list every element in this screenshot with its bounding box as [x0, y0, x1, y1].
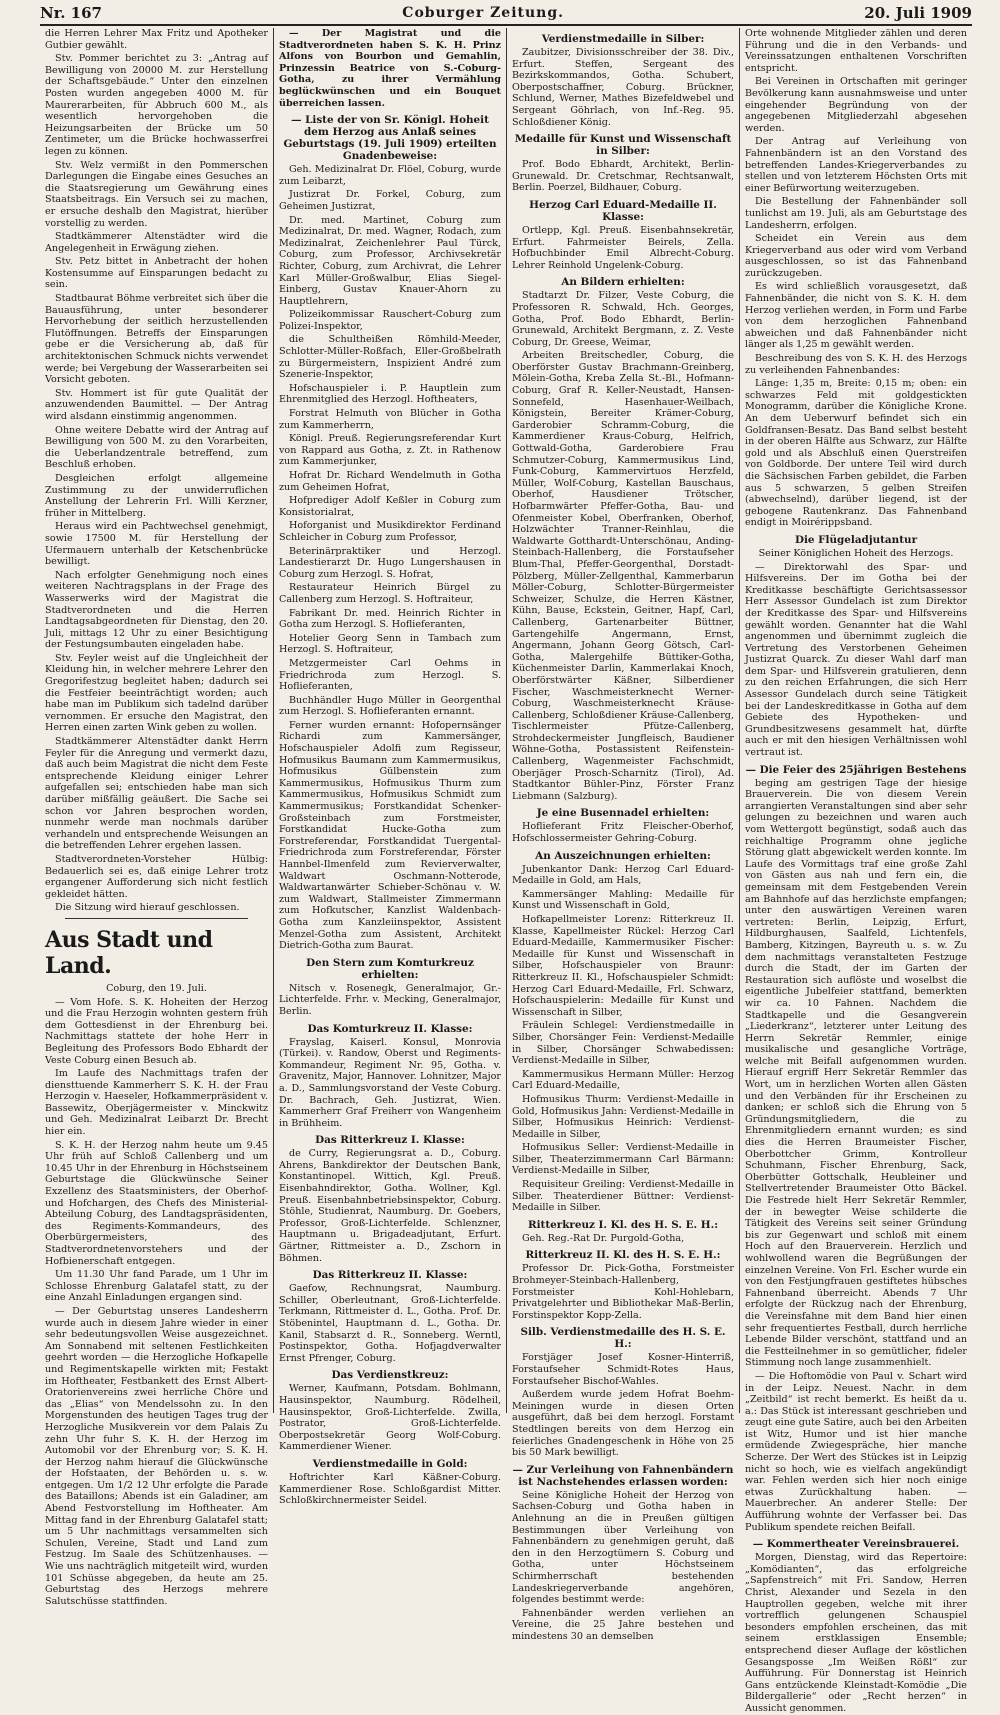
- paragraph: Stadtkämmerer Altenstädter wird die Angelegenheit in Erwägung ziehen.: [45, 231, 268, 254]
- paragraph: Nitsch v. Rosenegk, Generalmajor, Gr.-Lichterfelde. Frhr. v. Mecking, Generalmajor, Berlin.: [279, 982, 501, 1017]
- paragraph: Dr. med. Martinet, Coburg zum Medizinalrat, Dr. med. Wagner, Rodach, zum Medizinalrat, Zeichenlehrer Paul Türck, Coburg, zum Professor, Archivsekretär Richter, Coburg, zum Archivrat, die Lehrer Karl Müller-Großwalbur, Elias Siegel-Einberg, Gustav Knauer-Ahorn zu Hauptlehrern,: [279, 214, 501, 307]
- paragraph: Werner, Kaufmann, Potsdam. Bohlmann, Hausinspektor, Naumburg. Rödelheil, Hausinspektor, Groß-Lichterfelde. Zwilla, Postrator, Groß-Lichterfelde. Oberpostsekretär Georg Wolf-Coburg. Kammerdiener Wiener.: [279, 1383, 501, 1453]
- paragraph: Justizrat Dr. Forkel, Coburg, zum Geheimen Justizrat,: [279, 189, 501, 212]
- paragraph: Hofkapellmeister Lorenz: Ritterkreuz II. Klasse, Kapellmeister Rückel: Herzog Carl Eduard-Medaille, Kammermusiker Fischer: Medaille für Kunst und Wissenschaft in Silber, Hofschauspieler von Braunr: Ritterkreuz II. Kl., Hofschauspieler Schmidt: Herzog Carl Eduard-Medaille, Frl. Schwarz, Hofschauspielerin: Medaille für Kunst und Wissenschaft in Silber,: [512, 914, 734, 1018]
- paragraph: Bei Vereinen in Ortschaften mit geringer Bevölkerung kann ausnahmsweise und unter eingehender Begründung von der angegebenen Mitgliederzahl abgesehen werden.: [745, 76, 967, 134]
- paragraph: — Der Magistrat und die Stadtverordneten haben S. K. H. Prinz Alfons von Bourbon und Gemahlin, Prinzessin Beatrice von S.-Coburg-Gotha, zu ihrer Vermählung beglückwünschen und ein Bouquet überreichen lassen.: [279, 28, 501, 109]
- paragraph: Fahnenbänder werden verliehen an Vereine, die 25 Jahre bestehen und mindestens 30 an demselben: [512, 1607, 734, 1642]
- paragraph: Ortlepp, Kgl. Preuß. Eisenbahnsekretär, Erfurt. Fahrmeister Beirels, Zella. Hofbuchbinder Emil Albrecht-Coburg. Lehrer Reinhold Ungelenk-Coburg.: [512, 224, 734, 271]
- list-heading: — Liste der von Sr. Königl. Hoheit dem Herzog aus Anlaß seines Geburtstags (19. Juli 1909) erteilten Gnadenbeweise:: [283, 114, 497, 163]
- paragraph: Arbeiten Breitschedler, Coburg, die Oberförster Gustav Brachmann-Greinberg, Mölein-Gotha, Kreba Zella St.-Bl., Hofmann-Coburg, Graf R. Keller-Neustadt, Hansen-Sonnefeld, Hasenhauer-Weilbach, Königstein, Bereiter Krämer-Coburg, Garderobier Schramm-Coburg, die Kammerdiener Kraus-Coburg, Helfrich, Gottwald-Gotha, Garderobiere Frau Schmutzer-Coburg, Kammermusikus Lind, Funk-Coburg, Kammervirtuos Herzfeld, Müller, Wolf-Coburg, Kastellan Bauschaus, Oberhof, Hausdiener Trötscher, Hofbarmwärter Pfeffer-Gotha, Bau- und Ofenmeister Kobel, Oberfranken, Oberhof, Holzwächter Tranner-Reinhlau, die Waldwarte Gotthardt-Unterschönau, Anding-Steinbach-Hallenberg, die Forstaufseher Blum-Thal, Pfeffer-Georgenthal, Dorstadt-Pölzberg, Müller-Zellgenthal, Kammerbarun Möller-Coburg, Schlotter-Bürgermeister Schweizer, Schulze, die Herren Kästner, Kühn, Bause, Eckstein, Geitner, Hapf, Carl, Callenberg, Gartenarbeiter Büttner, Gartengehilfe Angermann, Ernst, Angermann, Johann Georg Götsch, Carl-Gotha, Malergehilfe Büttiker-Gotha, Küchenmeister Darlin, Kammerlakai Knoch, Oberförstwärter Käßner, Silberdiener Fischer, Waschmeisterknecht Werner-Coburg, Waschmeisterknecht Kräuse-Callenberg, Schloßdiener Kräuse-Callenberg, Tischlermeister Pfütze-Callenberg, Strohdeckermeister Jungfleisch, Baudiener Wöhne-Gotha, Postassistent Reifenstein-Callenberg, Wagenmeister Fachschmidt, Oberjäger Prosch-Scharnitz (Tirol), Ad. Stadtkantor Bühler-Pinz, Förster Franz Liebmann (Salzburg).: [512, 350, 734, 802]
- subheading: Silb. Verdienstmedaille des H. S. E. H.:: [520, 1326, 726, 1351]
- paragraph: Länge: 1,35 m, Breite: 0,15 m; oben: ein schwarzes Feld mit goldgestickten Monogramm, darüber die Königliche Krone. An dem Ueberwurf befindet sich ein Goldfransen-Besatz. Das Band selbst besteht in der oberen Hälfte aus Schwarz, zur Hälfte gold und als Abschluß einen Querstreifen von Goldborde. Der untere Teil wird durch die Sächsischen Farben gebildet, die Farben aus 5 schwarzen, 5 gelben Streifen (abwechselnd), darüber liegend, ist der gebogene Rautenkranz. Das Fahnenband endigt in Moirérippsband.: [745, 378, 967, 529]
- paragraph: Buchhändler Hugo Müller in Georgenthal zum Herzogl. S. Hoflieferanten ernannt.: [279, 694, 501, 718]
- subheading: An Auszeichnungen erhielten:: [535, 849, 711, 862]
- subheading: Das Verdienstkreuz:: [331, 1369, 449, 1382]
- paragraph: Kammermusikus Hermann Müller: Herzog Carl Eduard-Medaille,: [512, 1068, 734, 1092]
- paragraph: Hoftrichter Karl Käßner-Coburg. Kammerdiener Rose. Schloßgardist Mitter. Schloßkirchnermeister Seidel.: [279, 1471, 501, 1507]
- paragraph: Stv. Welz vermißt in den Pommerschen Darlegungen die Eingabe eines Gesuches an die Staatsregierung um Gewährung eines Staatsbeitrags. Ein Versuch sei zu machen, er ersuche deshalb den Magistrat, hierüber vorstellig zu werden.: [45, 159, 268, 229]
- columns: [40, 28, 972, 1714]
- paragraph: Gaefow, Rechnungsrat, Naumburg. Schiller, Oberleutnant, Groß-Lichterfelde. Terkmann, Rittmeister d. L., Gotha. Prof. Dr. Stöbenintel, Hauptmann d. L., Gotha. Dr. Kanil, Stabsarzt d. R., Sonneberg. Werntl, Postinspektor, Gotha. Hofjagdverwalter Ernst Pfrenger, Coburg.: [279, 1283, 501, 1364]
- paragraph: — Vom Hofe. S. K. Hoheiten der Herzog und die Frau Herzogin wohnten gestern früh dem Gottesdienst in der Ehrenburg bei. Nachmittags stattete der hohe Herr in Begleitung des Professors Bodo Ebhardt der Veste Coburg einen Besuch ab.: [45, 996, 268, 1066]
- paragraph: Um 11.30 Uhr fand Parade, um 1 Uhr im Schlosse Ehrenburg Galatafel statt, zu der eine Anzahl Einladungen ergangen sind.: [45, 1269, 268, 1304]
- paragraph: Prof. Bodo Ebhardt, Architekt, Berlin-Grunewald. Dr. Cretschmar, Rechtsanwalt, Berlin. Poerzel, Bildhauer, Coburg.: [512, 159, 734, 194]
- paragraph: Morgen, Dienstag, wird das Repertoire: „Komödianten“, das erfolgreiche „Sapfenstreich“ mit Fri. Sandow, Herren Christ, Alexander und Sezela in den Hauptrollen gegeben, welche mit ihrer vortrefflich gelungenen Schauspiel besonders empfohlen erscheinen, das mit seinem erstklassigen Ensemble; entsprechend dieser Auflage der köstlichen Gesangsposse „Im Weißen Rößl“ zur Aufführung. Für Donnerstag ist Heinrich Gans entzückende Kleinstadt-Komödie „Die Bildergallerie“ oder „Recht herzen“ in Aussicht genommen.: [745, 1552, 967, 1714]
- paragraph: Fabrikant Dr. med. Heinrich Richter in Gotha zum Herzogl. S. Hoflieferanten,: [279, 607, 501, 631]
- paragraph: Die Bestellung der Fahnenbänder soll tunlichst am 19. Juli, als am Geburtstage des Landesherrn, erfolgen.: [745, 196, 967, 231]
- column-3: [506, 28, 739, 1642]
- paragraph: Stv. Hommert ist für gute Qualität der anzuwendenden Baumittel. — Der Antrag wird alsdann einstimmig angenommen.: [45, 387, 268, 422]
- paragraph: Frayslag, Kaiserl. Konsul, Monrovia (Türkei). v. Randow, Oberst und Regiments-Kommandeur, Regiment Nr. 95, Gotha. v. Gravenitz, Major, Hannover. Lohnitzer, Major a. D., Sammlungsvorstand der Veste Coburg. Dr. Bachrach, Geh. Justizrat, Wien. Kammerherr Graf Freiherr von Wangenheim in Brühheim.: [279, 1036, 501, 1129]
- paragraph: Stadtverordneten-Vorsteher Hülbig: Bedauerlich sei es, daß einige Lehrer trotz ergangener Aufforderung sich nicht festlich gekleidet hätten.: [45, 853, 268, 900]
- newspaper-title: Coburger Zeitung.: [402, 5, 564, 21]
- subheading: Verdienstmedaille in Gold:: [312, 1457, 468, 1470]
- subheading: Verdienstmedaille in Silber:: [541, 33, 705, 45]
- paragraph: — Die Hoftomödie von Paul v. Schart wird in der Leipz. Neuest. Nachr. in dem „Zeitbild“ ist recht bemerkt. Es heißt da u. a.: Das Stück ist interessant geschrieben und zeugt eine gute Satire, auch bei den Arbeiten ist Witz, Humor und ist hier manche ermüdende Zwiegespräche, hier manche Scherze. Der Wert des Stückes ist in Leipzig nicht so hoch, wie es vielfach angekündigt war. Fehlen werden sich hier noch einige etwas Zurückhaltung haben. — Mauerbrecher. An anderer Stelle: Der Aufführung wohnte der Verfasser bei. Das Publikum spendete reichen Beifall.: [745, 1370, 967, 1533]
- paragraph: Nach erfolgter Genehmigung noch eines weiteren Nachtragsplans in der Frage des Wasserwerks wird der Magistrat die Stadtverordneten und die Herren Landtagsabgeordneten für Dienstag, den 20. Juli, mittags 12 Uhr zu einer Besichtigung der Festungsumbauten eingeladen habe.: [45, 569, 268, 651]
- subheading: Den Stern zum Komturkreuz erhielten:: [306, 956, 474, 981]
- paragraph: Forstrat Helmuth von Blücher in Gotha zum Kammerherrn,: [279, 408, 501, 431]
- subheading: Ritterkreuz II. Kl. des H. S. E. H.:: [525, 1249, 721, 1262]
- subheading: Das Ritterkreuz I. Klasse:: [315, 1134, 465, 1147]
- subheading: Je eine Busennadel erhielten:: [536, 807, 710, 820]
- subheading: — Zur Verleihung von Fahnenbändern ist Nachstehendes erlassen worden:: [512, 1463, 734, 1488]
- paragraph: Fräulein Schlegel: Verdienstmedaille in Silber, Chorsänger Fein: Verdienst-Medaille in Silber, Chorsänger Schwabedissen: Verdienst-Medaille in Silber,: [512, 1020, 734, 1067]
- paragraph: Hofmusikus Thurm: Verdienst-Medaille in Gold, Hofmusikus Jahn: Verdienst-Medaille in Silber, Hofmusikus Heinrich: Verdienst-Medaille in Silber,: [512, 1093, 734, 1140]
- issue-number: Nr. 167: [40, 4, 102, 22]
- paragraph: Forstjäger Josef Kosner-Hinterriß, Forstaufseher Schmidt-Rotes Haus, Forstaufseher Bischof-Wahles.: [512, 1352, 734, 1387]
- paragraph: Stadtkämmerer Altenstädter dankt Herrn Feyler für die Anregung und vermerkt dazu, daß auch beim Magistrat die nicht dem Feste entsprechende Kleidung einiger Lehrer aufgefallen sei; entschieden habe man sich darüber mißfällig geäußert. Die Sache sei schon vor Jahren besprochen worden, nunmehr werde man nochmals darüber verhandeln und entsprechende Weisungen an die betreffenden Lehrer ergehen lassen.: [45, 736, 268, 852]
- subheading: Ritterkreuz I. Kl. des H. S. E. H.:: [527, 1218, 719, 1231]
- paragraph: Stv. Petz bittet in Anbetracht der hohen Kostensumme auf Einsparungen bedacht zu sein.: [45, 256, 268, 291]
- column-4: [739, 28, 972, 1714]
- paragraph: de Curry, Regierungsrat a. D., Coburg. Ahrens, Bankdirektor der Deutschen Bank, Konstantinopel. Wittich, Kgl. Preuß. Eisenbahndirektor, Gotha. Wollner, Kgl. Preuß. Eisenbahnbetriebsinspektor, Coburg. Stöhle, Studienrat, Naumburg. Dr. Goebers, Professor, Groß-Lichterfelde. Schlenzner, Hauptmann u. Brigadeadjutant, Erfurt. Gärtner, Rittmeister a. D., Zschorn in Böhmen.: [279, 1148, 501, 1264]
- paragraph: S. K. H. der Herzog nahm heute um 9.45 Uhr früh auf Schloß Callenberg und um 10.45 Uhr in der Ehrenburg in Höchstseinem Geburtstage die Glückwünsche Seiner Exzellenz des Staatsministers, der Oberhof- und Hofchargen, des Chefs des Ministerial-Abteilung Coburg, des Landtagspräsidenten, des Regiments-Kommandeurs, des Oberbürgermeisters, des Stadtverordnetenvorstehers und der Hofbienerschaft entgegen.: [45, 1139, 268, 1267]
- paragraph: Die Sitzung wird hierauf geschlossen.: [55, 902, 240, 914]
- paragraph: Seiner Königlichen Hoheit des Herzogs.: [758, 547, 954, 559]
- dateline: Coburg, den 19. Juli.: [106, 982, 207, 994]
- paragraph: Ferner wurden ernannt: Hofopernsänger Richardi zum Kammersänger, Hofschauspieler Adolfi zum Regisseur, Hofmusikus Baumann zum Kammermusikus, Hofmusikus Gülbenstein zum Kammermusikus, Hofmusikus Thurm zum Kammermusikus, Hofmusikus Schmidt zum Kammermusikus; Forstkandidat Schenker-Großsteinbach zum Forstmeister, Forstkandidat Hucke-Gotha zum Forstreferendar, Forstkandidat Tuergental-Friedrichroda zum Forstreferendar, Förster Hannbel-Ilmenfeld zum Revierverwalter, Waldwart Oschmann-Notterode, Waldwartanwärter Schieber-Schönau v. W. zum Waldwart, Stallmeister Zimmermann zum Hofkutscher, Kanzlist Waldenbach-Gotha zum Kanzleiinspektor, Assistent Menzel-Gotha zum Assistent, Architekt Dietrich-Gotha zum Baurat.: [279, 719, 501, 952]
- paragraph: beging am gestrigen Tage der hiesige Brauerverein. Die von diesem Verein arrangierten Veranstaltungen sind aber sehr gelungen zu bezeichnen und waren auch vom Wettergott begünstigt, sodaß auch das reichhaltige Programm ohne jegliche Störung glatt abgewickelt werden konnte. Im Laufe des Vormittags traf eine große Zahl von Gästen aus nah und fern ein, die gemeinsam mit dem Festgebenden Verein am Bahnhofe auf das herzlichste empfangen; unter den auswärtigen Vereinen waren vertreten: Berlin, Leipzig, Erfurt, Hildburghausen, Saalfeld, Lichtenfels, Bamberg, Kitzingen, Bayreuth u. s. w. Zu dem nachmittags veranstalteten Festzuge durch die Stadt, der im Garten der Restauration sich auflöste und woselbst die eigentliche Jubelfeier stattfand, bemerkten wir ca. 10 Fahnen. Nachdem die Stadtkapelle und die Gesangverein „Liederkranz“, letzterer unter Leitung des Herrn Sekretär Remmler, einige musikalische und gesangliche Vorträge, welche mit Beifall aufgenommen wurden. Hierauf ergriff Herr Sekretär Remmler das Wort, um in herzlichen Worten allen Gästen und den Verbänden für ihr Erscheinen zu danken; er schloß sich die Ehrung von 5 Gründungsmitgliedern, die zu Ehrenmitgliedern ernannt wurden; es sind dies die Herren Braumeister Fischer, Oberbottcher Grimm, Kontrolleur Schuhmann, Fischer Ehrenburg, Sack, Oberbütter Gottschalk, Heubleiner und Stellvertretender Braumeister Otto Bäckel. Die Festrede hielt Herr Sekretär Remmler, der in bewegter Weise schilderte die Tätigkeit des Vereins seit seiner Gründung bis zur Gegenwart und schloß mit einem Hoch auf den Brauerverein. Herzlich und wohlwollend waren die Begrüßungen der einzelnen Vereine. Von Frl. Escher wurde ein von den Festjungfrauen gestiftetes hübsches Fahnenband überreicht. Abends 7 Uhr erfolgte der Rückzug nach der Ehrenburg, die Vereinsfahne mit dem Band hier einen sehr frequentiertes Festball, durch herrliche Lebende Bilder verschönt, stattfand und an die Festteilnehmer in so gemütlicher, fideler Stimmung noch lange zusammenhielt.: [745, 777, 967, 1369]
- paragraph: Beschreibung des von S. K. H. des Herzogs zu verleihenden Fahnenbandes:: [745, 353, 967, 376]
- issue-date: 20. Juli 1909: [864, 4, 972, 22]
- subheading: — Die Feier des 25jährigen Bestehens: [745, 763, 967, 776]
- subheading: Medaille für Kunst und Wissenschaft in Silber:: [514, 133, 732, 158]
- paragraph: Orte wohnende Mitglieder zählen und deren Führung und die in den Verbands- und Vereinssatzungen enthaltenen Vorschriften entspricht.: [745, 28, 967, 74]
- subheading: Herzog Carl Eduard-Medaille II. Klasse:: [529, 198, 717, 223]
- paragraph: — Der Geburtstag unseres Landesherrn wurde auch in diesem Jahre wieder in einer sehr bedeutungsvollen Weise ausgezeichnet. Am Sonnabend mit seltenen Festlichkeiten geehrt worden — die Herzogliche Hofkapelle und Regimentskapelle wirkten mit; Festakt im Hoftheater, Festbankett des Ernst Albert-Oratorienvereins zwei herrliche Chöre und das „Elias“ von Mendelssohn zu. In den Morgenstunden des heutigen Tages trug der Herzogliche Musikverein vor dem Palais Zu zehn Uhr fuhr S. K. H. der Herzog im Automobil vor der Ehrenburg vor; S. K. H. der Herzog nahm hierauf die Glückwünsche der Hofstaaten, der Behörden u. s. w. entgegen. Um 1/2 12 Uhr erfolgte die Parade des Bataillons; Abends ist ein Galadiner, am Abend Festvorstellung im Hoftheater. Am Mittag fand in der Ehrenburg Galatafel statt; um 5 Uhr nachmittags versammelten sich Schulen, Vereine, Stadt und Land zum Festzug. Im Saale des Schützenhauses. — Wie uns nachträglich mitgeteilt wird, wurden 101 Schüsse abgegeben, da heute am 25. Geburtstag des Herzogs mehrere Salutschüsse stattfinden.: [45, 1305, 268, 1607]
- paragraph: Stadtbaurat Böhme verbreitet sich über die Bauausführung, unter besonderer Hervorhebung der seitlich herzustellenden Flutöffnungen. Betreffs der Einsparungen gebe er die Versicherung ab, daß für architektonischen Schmuck nichts verwendet werde; bei Vergebung der Wasserarbeiten sei Vorsicht geboten.: [45, 293, 268, 386]
- paragraph: Im Laufe des Nachmittags trafen der diensttuende Kammerherr S. K. H. der Frau Herzogin v. Haeseler, Hofkammerpräsident v. Bassewitz, Oberjägermeister v. Minckwitz und Geh. Medizinalrat Leibarzt Dr. Brecht hier ein.: [45, 1068, 268, 1138]
- subheading: — Kommertheater Vereinsbrauerei.: [752, 1538, 960, 1551]
- section-title: Aus Stadt und Land.: [45, 926, 213, 979]
- paragraph: die Schultheißen Römhild-Meeder, Schlotter-Müller-Roßfach, Eller-Großbelrath zu Bürgermeistern, Inspizient André zum Szenerie-Inspektor,: [279, 334, 501, 381]
- paragraph: Hoforganist und Musikdirektor Ferdinand Schleicher in Coburg zum Professor,: [279, 520, 501, 543]
- masthead: [40, 2, 972, 26]
- paragraph: Scheidet ein Verein aus dem Kriegerverband aus oder wird vom Verband ausgeschlossen, so ist das Fahnenband zurückzugeben.: [745, 233, 967, 279]
- subheading: Die Flügeladjutantur: [794, 533, 918, 546]
- subheading: Das Ritterkreuz II. Klasse:: [312, 1269, 468, 1282]
- paragraph: Heraus wird ein Pachtwechsel genehmigt, sowie 17500 M. für Herstellung der Ufermauern unterhalb der Ketschenbrücke bewilligt.: [45, 521, 268, 568]
- column-1: [40, 28, 273, 1607]
- paragraph: Der Antrag auf Verleihung von Fahnenbändern ist an den Vorstand des betreffenden Landes-Kriegerverbandes zu stellen und von letzterem Höchsten Orts mit einer Befürwortung weiterzugeben.: [745, 136, 967, 194]
- paragraph: Restaurateur Heinrich Bürgel zu Callenberg zum Herzogl. S. Hoftraiteur,: [279, 582, 501, 605]
- paragraph: Stv. Pommer berichtet zu 3: „Antrag auf Bewilligung von 20000 M. zur Herstellung der Schaftsgebäude.“ Unter den einzelnen Posten wurden angegeben 4000 M. für Maurerarbeiten, für Abbruch 600 M., als wesentlich hervorgehoben die Heizungsarbeiten der Brücke um 50 Zentimeter, um die Brücke hochwasserfrei legen zu können.: [45, 53, 268, 157]
- paragraph: die Herren Lehrer Max Fritz und Apotheker Gutbier gewählt.: [45, 28, 268, 51]
- paragraph: Stadtarzt Dr. Filzer, Veste Coburg, die Professoren R. Schwald, Hch. Georges, Gotha, Prof. Bodo Ebhardt, Berlin-Grunewald, Architekt Bergmann, z. Z. Veste Coburg, Dr. Greese, Weimar,: [512, 290, 734, 348]
- paragraph: Beterinärpraktiker und Herzogl. Landestierarzt Dr. Hugo Lungershausen in Coburg zum Herzogl. S. Hofrat,: [279, 545, 501, 580]
- paragraph: Geh. Reg.-Rat Dr. Purgold-Gotha,: [522, 1232, 685, 1244]
- paragraph: Desgleichen erfolgt allgemeine Zustimmung zu der unwiderruflichen Anstellung der Lehrerin Frl. Willi Kerzner, früher in Mittelberg.: [45, 472, 268, 519]
- paragraph: Kammersänger Mahling: Medaille für Kunst und Wissenschaft in Gold,: [512, 888, 734, 912]
- paragraph: Hofprediger Adolf Keßler in Coburg zum Konsistorialrat,: [279, 495, 501, 518]
- paragraph: Königl. Preuß. Regierungsreferendar Kurt von Rappard aus Gotha, z. Zt. in Rathenow zum Kammerjunker,: [279, 433, 501, 468]
- paragraph: Requisiteur Greiling: Verdienst-Medaille in Silber. Theaterdiener Büttner: Verdienst-Medaille in Silber.: [512, 1179, 734, 1214]
- paragraph: Hoflieferant Fritz Fleischer-Oberhof, Hofschlossermeister Gehring-Coburg.: [512, 821, 734, 845]
- divider: [65, 918, 248, 919]
- subheading: An Bildern erhielten:: [561, 276, 685, 289]
- paragraph: Außerdem wurde jedem Hofrat Boehm-Meiningen wurde in diesen Orten ausgeführt, daß bei dem herzogl. Forstamt Stedtlingen bereits von dem Herzog ein feierliches Gnadengeschenk in Höhe von 25 bis 50 Mark bewilligt.: [512, 1389, 734, 1459]
- paragraph: Es wird schließlich vorausgesetzt, daß Fahnenbänder, die nicht von S. K. H. dem Herzog verliehen werden, in Form und Farbe von dem herzoglichen Fahnenband abweichen und daß Fahnenbänder nicht länger als 1,25 m gewählt werden.: [745, 281, 967, 351]
- column-2: [273, 28, 506, 1507]
- paragraph: — Direktorwahl des Spar- und Hilfsvereins. Der im Gotha bei der Kreditkasse beschäftigte Gerichtsassessor Herr Assessor Gundelach ist zum Direktor der Kreditkasse des Spar- und Hilfsvereins gewählt worden. Genannter hat die Wahl angenommen und übernimmt zugleich die Vertretung des Verstorbenen Geheimen Justizrat Quarck. Zu dieser Wahl darf man dem Spar- und Hilfsverein gratulieren, denn zu den reichen Erfahrungen, die sich Herr Assessor Gundelach durch seine Tätigkeit bei der Landeskreditkasse in Gotha auf dem Gebiete des Hypotheken- und Grundbesitzwesens gesammelt hat, dürfte auch er mit den hiesigen Verhältnissen wohl vertraut ist.: [745, 561, 967, 759]
- paragraph: Professor Dr. Pick-Gotha, Forstmeister Brohmeyer-Steinbach-Hallenberg, Forstmeister Kohl-Hohlebarn, Privatgelehrter und Bibliothekar Maß-Berlin, Forstinspektor Kopp-Zella.: [512, 1263, 734, 1321]
- paragraph: Metzgermeister Carl Oehms in Friedrichroda zum Herzogl. S. Hoflieferanten,: [279, 657, 501, 693]
- paragraph: Hotelier Georg Senn in Tambach zum Herzogl. S. Hoftraiteur,: [279, 632, 501, 656]
- paragraph: Hofschauspieler i. P. Hauptlein zum Ehrenmitglied des Herzogl. Hoftheaters,: [279, 382, 501, 406]
- paragraph: Hofrat Dr. Richard Wendelmuth in Gotha zum Geheimen Hofrat,: [279, 470, 501, 493]
- paragraph: Hofmusikus Seller: Verdienst-Medaille in Silber, Theaterzimmermann Carl Bärmann: Verdienst-Medaille in Silber,: [512, 1142, 734, 1177]
- paragraph: Seine Königliche Hoheit der Herzog von Sachsen-Coburg und Gotha haben in Anlehnung an die in Preußen gültigen Bestimmungen über Verleihung von Fahnenbändern zu genehmigen geruht, daß den in den Herzogtümern S. Coburg und Gotha, unter Höchstseinem Schirmherrschaft bestehenden Landeskriegerverbande angehören, folgendes bestimmt werde:: [512, 1489, 734, 1606]
- paragraph: Stv. Feyler weist auf die Ungleichheit der Kleidung hin, in welcher mehrere Lehrer den Gregorifestzug begleitet haben; dadurch sei die Festfeier beeinträchtigt worden; auch habe man im Publikum sich tadelnd darüber vernommen. Er ersuche den Magistrat, den Herren einen zarten Wink geben zu wollen.: [45, 652, 268, 734]
- paragraph: Jubenkantor Dank: Herzog Carl Eduard-Medaille in Gold, am Hals,: [512, 863, 734, 887]
- paragraph: Geh. Medizinalrat Dr. Flöel, Coburg, wurde zum Leibarzt,: [279, 164, 501, 187]
- paragraph: Zaubitzer, Divisionsschreiber der 38. Div., Erfurt. Steffen, Sergeant des Bezirkskommandos, Gotha. Schubert, Oberpostschaffner, Coburg. Brückner, Schlund, Werner, Mathes Bizefeldwebel und Sergeant Göhrlach, von Inf.-Reg. 95. Schloßdiener König.: [512, 47, 734, 128]
- paragraph: Polizeikommissar Rauschert-Coburg zum Polizei-Inspektor,: [279, 309, 501, 332]
- paragraph: Ohne weitere Debatte wird der Antrag auf Bewilligung von 500 M. zu den Vorarbeiten, die Ueberlandzentrale betreffend, zum Beschluß erhoben.: [45, 424, 268, 471]
- subheading: Das Komturkreuz II. Klasse:: [307, 1022, 473, 1035]
